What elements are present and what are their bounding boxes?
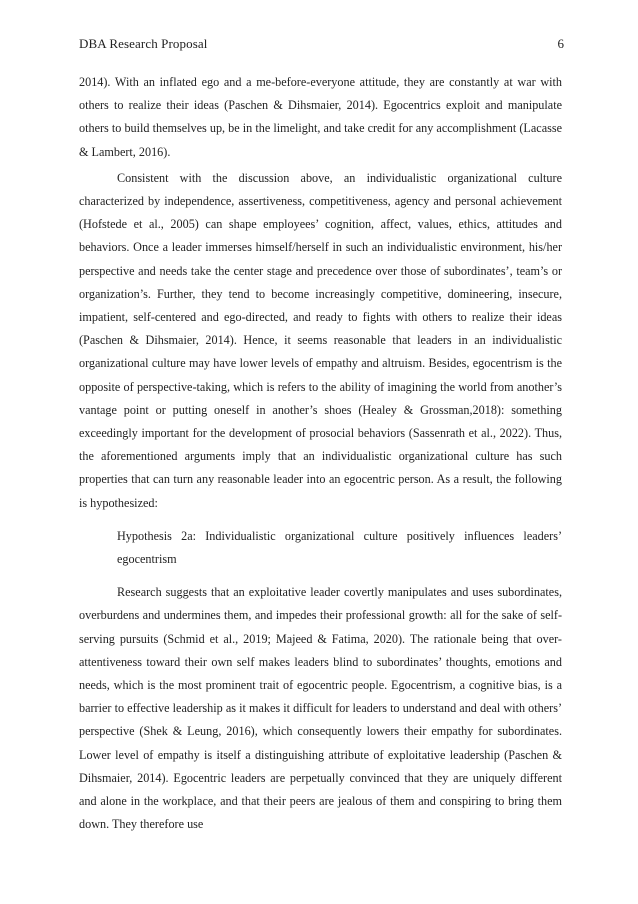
paragraph-exploitative-leadership: Research suggests that an exploitative leader covertly manipulates and uses subordinates, overburdens and undermines them, and impedes their professional growth: all for the sake of self-serving pursuits (Schmid et al., 2019; Majeed & Fatima, 2020). The rationale being that over-attentiveness toward their own self makes leaders blind to subordinates’ thoughts, emotions and needs, which is the most prominent trait of egocentric people. Egocentrism, a cognitive bias, is a barrier to effective leadership as it makes it difficult for leaders to understand and deal with others’ perspective (Shek & Leung, 2016), which consequently lowers their empathy for subordinates. Lower level of empathy is itself a distinguishing attribute of exploitative leadership (Paschen & Dihsmaier, 2014). Egocentric leaders are perpetually convinced that they are uniquely different and alone in the workplace, and that their peers are jealous of them and conspiring to bring them down. They therefore use [79, 585, 562, 832]
paragraph-continuation: 2014). With an inflated ego and a me-before-everyone attitude, they are constantly at war with others to realize their ideas (Paschen & Dihsmaier, 2014). Egocentrics exploit and manipulate others to build themselves up, be in the limelight, and take credit for any accomplishment (Lacasse & Lambert, 2016). [79, 75, 562, 159]
running-head: DBA Research Proposal [79, 36, 208, 51]
hypothesis-2a: Hypothesis 2a: Individualistic organizational culture positively influences leaders’ egocentrism [117, 528, 562, 567]
body-text [79, 71, 562, 837]
page-number: 6 [557, 36, 564, 51]
paragraph-individualistic-culture: Consistent with the discussion above, an individualistic organizational culture characterized by independence, assertiveness, competitiveness, agency and personal achievement (Hofstede et al., 2005) can shape employees’ cognition, affect, values, ethics, attitudes and behaviors. Once a leader immerses himself/herself in such an individualistic environment, his/her perspective and needs take the center stage and precedence over those of subordinates’, team’s or organization’s. Further, they tend to become increasingly competitive, domineering, insecure, impatient, self-centered and ego-directed, and ready to fights with others to realize their ideas (Paschen & Dihsmaier, 2014). Hence, it seems reasonable that leaders in an individualistic organizational culture may have lower levels of empathy and altruism. Besides, egocentrism is the opposite of perspective-taking, which is refers to the ability of imagining the world from another’s vantage point or putting oneself in another’s shoes (Healey & Grossman,2018): something exceedingly important for the development of prosocial behaviors (Sassenrath et al., 2022). Thus, the aforementioned arguments imply that an individualistic organizational culture has such properties that can turn any reasonable leader into an egocentric person. As a result, the following is hypothesized: [79, 170, 562, 510]
